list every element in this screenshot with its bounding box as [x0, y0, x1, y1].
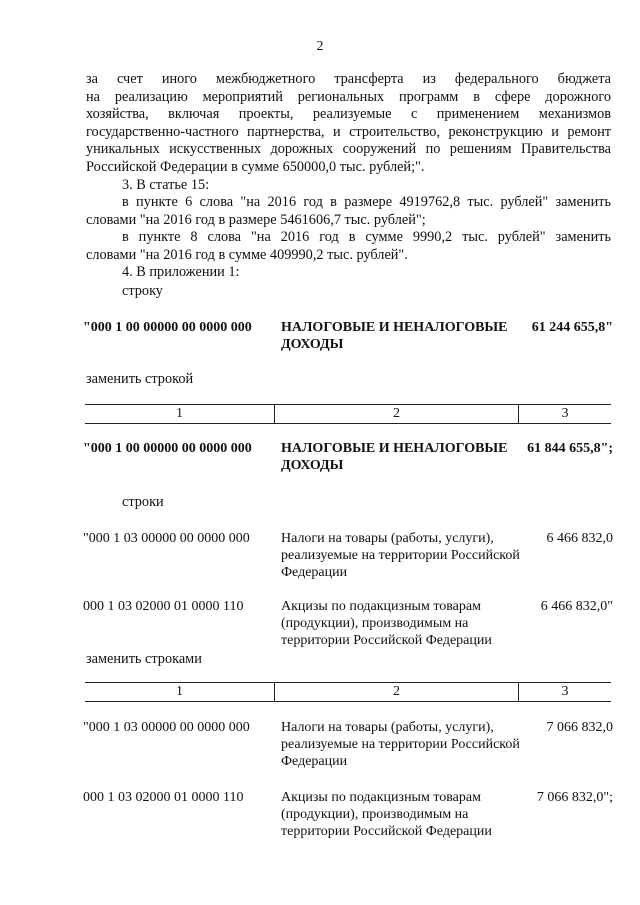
word-stroki: строки [122, 494, 164, 510]
intro-paragraph [86, 71, 611, 177]
table-row-name: Налоги на товары (работы, услуги), реализуемые на территории Российской Федерации [281, 531, 520, 580]
table-row-name: Налоги на товары (работы, услуги), реализуемые на территории Российской Федерации [281, 720, 520, 769]
table-row-amount: 6 466 832,0" [540, 599, 613, 614]
table-row-name: Акцизы по подакцизным товарам (продукции), производимым на территории Российской Федерации [281, 599, 492, 648]
text-line: в пункте 8 слова "на 2016 год в сумме 9990,2 тыс. рублей" заменить [122, 229, 611, 245]
table-row-amount: 6 466 832,0 [546, 531, 613, 546]
table-row-code: 000 1 03 02000 01 0000 110 [83, 790, 244, 805]
header-col-1: 1 [85, 683, 275, 701]
item-3-heading: 3. В статье 15: [122, 177, 210, 193]
text-line: хозяйства, включая проекты, реализуемые с применением механизмов [86, 106, 611, 123]
header-col-2: 2 [275, 405, 519, 423]
text-line: словами "на 2016 год в размере 5461606,7 тыс. рублей"; [86, 211, 426, 228]
row-old-code: "000 1 00 00000 00 0000 000 [83, 320, 252, 335]
item-3-point-6 [86, 194, 611, 229]
row-old-amount: 61 244 655,8" [531, 320, 613, 335]
text-line: Российской Федерации в сумме 650000,0 тыс. рублей;". [86, 158, 425, 175]
row-old-name: НАЛОГОВЫЕ И НЕНАЛОГОВЫЕ ДОХОДЫ [281, 320, 508, 352]
row-new-name: НАЛОГОВЫЕ И НЕНАЛОГОВЫЕ ДОХОДЫ [281, 441, 508, 473]
table-row-amount: 7 066 832,0"; [536, 790, 613, 805]
text-line: словами "на 2016 год в сумме 409990,2 тыс. рублей". [86, 246, 408, 263]
header-col-1: 1 [85, 405, 275, 423]
table-header [85, 404, 611, 424]
table-header [85, 682, 611, 702]
replace-with-row: заменить строкой [86, 371, 194, 387]
table-row-name: Акцизы по подакцизным товарам (продукции), производимым на территории Российской Федерации [281, 790, 492, 839]
page-number: 2 [316, 39, 324, 54]
item-4-heading: 4. В приложении 1: [122, 264, 240, 280]
row-new-amount: 61 844 655,8"; [527, 441, 613, 456]
text-line: в пункте 6 слова "на 2016 год в размере 4919762,8 тыс. рублей" заменить [122, 194, 611, 210]
text-line: на реализацию мероприятий региональных программ в сфере дорожного [86, 88, 611, 105]
replace-with-rows: заменить строками [86, 651, 202, 667]
header-col-3: 3 [561, 684, 569, 699]
text-line: государственно-частного партнерства, и строительство, реконструкцию и ремонт [86, 123, 611, 140]
table-row-code: "000 1 03 00000 00 0000 000 [83, 531, 250, 546]
table-row-amount: 7 066 832,0 [546, 720, 613, 735]
item-3-point-8 [86, 229, 611, 264]
text-line: за счет иного межбюджетного трансферта из федерального бюджета [86, 71, 611, 87]
row-new-code: "000 1 00 00000 00 0000 000 [83, 441, 252, 456]
word-stroku: строку [122, 283, 163, 299]
text-line: уникальных искусственных дорожных сооружений по решениям Правительства [86, 141, 611, 158]
header-col-3: 3 [561, 406, 569, 421]
header-col-2: 2 [275, 683, 519, 701]
table-row-code: "000 1 03 00000 00 0000 000 [83, 720, 250, 735]
table-row-code: 000 1 03 02000 01 0000 110 [83, 599, 244, 614]
